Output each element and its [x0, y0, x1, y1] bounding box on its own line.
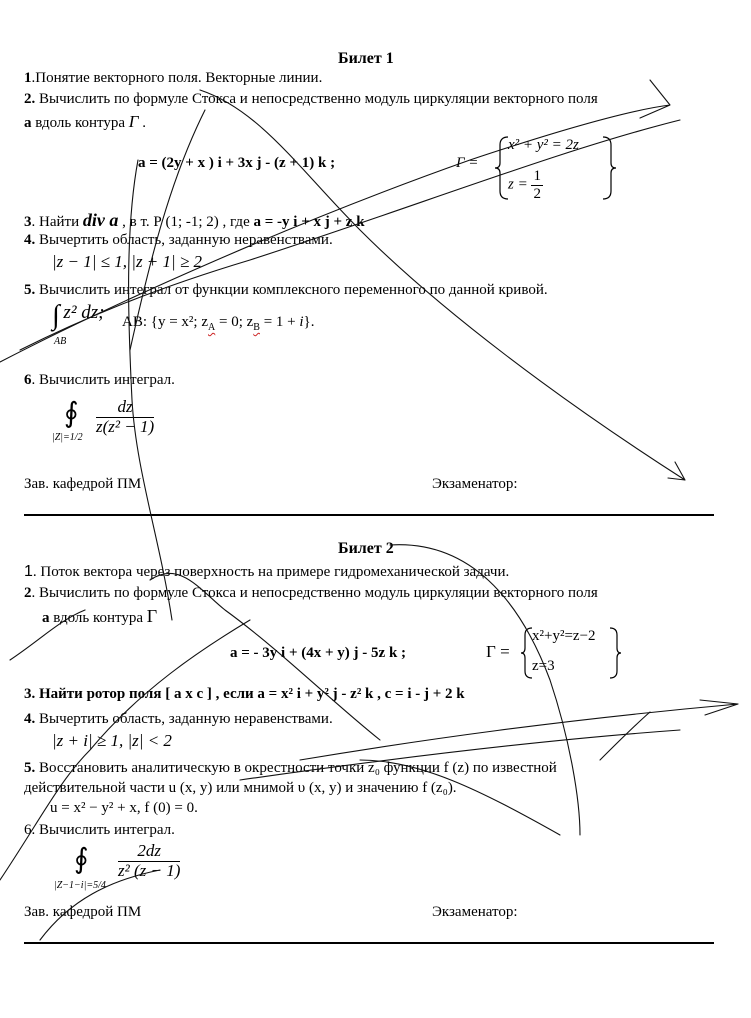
ticket1-curve-ab [122, 314, 315, 334]
integral-sign-icon: ∫ [52, 300, 60, 331]
ticket1-integral-5 [52, 300, 105, 347]
q-text: . Вычислить интеграл. [31, 372, 175, 388]
q-text: Найти ротор поля [ a x c ] , если a = x² i + y² j - z² k , c = i - j + 2 k [35, 686, 465, 702]
fraction-num: dz [96, 398, 154, 418]
q-num: 2 [24, 585, 32, 601]
contour-eq1: x²+y²=z−2 [532, 628, 596, 644]
integrand: z² dz; [63, 302, 105, 323]
div-a: div a [82, 210, 119, 230]
q-text: вдоль контура [49, 610, 147, 626]
q-num: 3 [24, 214, 32, 230]
ticket1-question-2-line2 [24, 112, 146, 132]
ticket1-footer-right: Экзаменатор: [432, 476, 518, 492]
q-text: Вычертить область, заданную неравенствами. [35, 232, 333, 248]
q-num: 1 [24, 563, 33, 580]
q-num: 6 [24, 372, 32, 388]
q-num: 4. [24, 711, 36, 727]
integral-limit: AB [54, 336, 67, 347]
fraction-den: 2 [533, 185, 541, 202]
divider [24, 514, 714, 516]
q-text: Вычислить по формуле Стокса и непосредственно модуль циркуляции векторного поля [35, 91, 598, 107]
q-text: . Вычислить по формуле Стокса и непосредственно модуль циркуляции векторного поля [31, 585, 598, 601]
ticket1-footer-left: Зав. кафедрой ПМ [24, 476, 142, 492]
scribble-stroke [600, 712, 650, 760]
fraction [531, 168, 543, 202]
q-text: Восстановить аналитическую в окрестности точки z₀ функции f (z) по известной [35, 760, 557, 776]
contour-eq2: z=3 [532, 658, 555, 674]
ticket1-question-2 [24, 91, 598, 108]
fraction-num: 2dz [118, 842, 180, 862]
q-text: Вычертить область, заданную неравенствами. [35, 711, 333, 727]
ticket1-question-4 [24, 232, 333, 249]
vector-a: a [42, 610, 50, 626]
ticket2-question-5-line3: u = x² − y² + x, f (0) = 0. [50, 800, 198, 816]
sub-a: A [208, 322, 216, 333]
curve-end: }. [303, 314, 315, 330]
curve-text: AB: {y = x²; z [122, 314, 208, 330]
dot: . [142, 115, 146, 131]
curve-eq-a: = 0; z [215, 314, 254, 330]
fraction-den: z(z² − 1) [96, 416, 155, 436]
q-num: 3. [24, 686, 36, 702]
scribble-stroke [300, 700, 738, 760]
ticket2-footer-right: Экзаменатор: [432, 904, 518, 920]
contour-eq1: x² + y² = 2z [508, 137, 579, 153]
q-num: 1 [24, 70, 32, 86]
q-num: 5. [24, 760, 36, 776]
q-text: вдоль контура [35, 115, 129, 131]
fraction [118, 842, 180, 880]
ticket2-question-5-line2: действительной части u (x, y) или мнимой υ (x, y) и значению f (z₀). [24, 780, 457, 796]
q-text: Вычислить интеграл от функции комплексного переменного по данной кривой. [35, 282, 548, 298]
ticket2-question-6 [24, 822, 175, 839]
contour-integral-icon: ∮ [74, 844, 89, 875]
fraction-num: 1 [533, 168, 541, 184]
fraction [96, 398, 154, 436]
gamma-symbol: Γ [146, 606, 158, 626]
q-num: 6 [24, 822, 32, 838]
q-num: 5. [24, 282, 36, 298]
contour-eq2 [508, 168, 543, 202]
vector-a: a [24, 115, 32, 131]
curve-eq-b: = 1 + [259, 314, 300, 330]
ticket1-title: Билет 1 [338, 50, 394, 67]
contour-integral-icon: ∮ [64, 398, 79, 429]
ticket2-title: Билет 2 [338, 540, 394, 557]
ticket2-question-4 [24, 711, 333, 728]
gamma-symbol: Γ [128, 112, 139, 131]
ticket1-inequalities: |z − 1| ≤ 1, |z + 1| ≥ 2 [52, 252, 203, 271]
q-num: 4. [24, 232, 36, 248]
q-text: . Вычислить интеграл. [31, 822, 175, 838]
ticket2-question-2 [24, 585, 598, 602]
imag-i: i [299, 314, 304, 330]
right-brace-icon [601, 135, 617, 201]
q-num: 2. [24, 91, 36, 107]
field-a: a = -y i + x j + z k [253, 214, 365, 230]
integral-limit: |Z−1−i|=5/4 [54, 880, 106, 891]
ticket2-question-2-line2 [42, 606, 157, 627]
ticket2-field-a: a = - 3y i + (4x + y) j - 5z k ; [230, 645, 407, 661]
ticket1-question-6 [24, 372, 175, 389]
q-text: .Понятие векторного поля. Векторные линии. [31, 70, 323, 86]
q-prefix: . Найти [31, 214, 83, 230]
sub-b: B [253, 322, 260, 333]
contour-label: Γ = [486, 642, 510, 661]
fraction-den: z² (z − 1) [118, 860, 181, 880]
ticket2-question-3 [24, 686, 465, 703]
ticket2-question-5 [24, 760, 714, 777]
q-mid: , в т. Р (1; -1; 2) , где [118, 214, 254, 230]
integral-limit: |Z|=1/2 [52, 432, 83, 443]
ticket2-footer-left: Зав. кафедрой ПМ [24, 904, 142, 920]
right-brace-icon [608, 626, 622, 680]
ticket1-question-3 [24, 210, 365, 231]
contour-eq2-lhs: z = [508, 176, 528, 193]
ticket1-question-5 [24, 282, 548, 299]
ticket1-field-a: a = (2y + x ) i + 3x j - (z + 1) k ; [138, 155, 336, 171]
q-text: . Поток вектора через поверхность на примере гидромеханической задачи. [32, 564, 510, 580]
ticket1-question-1 [24, 70, 322, 87]
ticket2-question-1 [24, 563, 509, 581]
contour-label: Γ = [456, 155, 479, 171]
divider [24, 942, 714, 944]
ticket2-inequalities: |z + i| ≥ 1, |z| < 2 [52, 731, 172, 750]
